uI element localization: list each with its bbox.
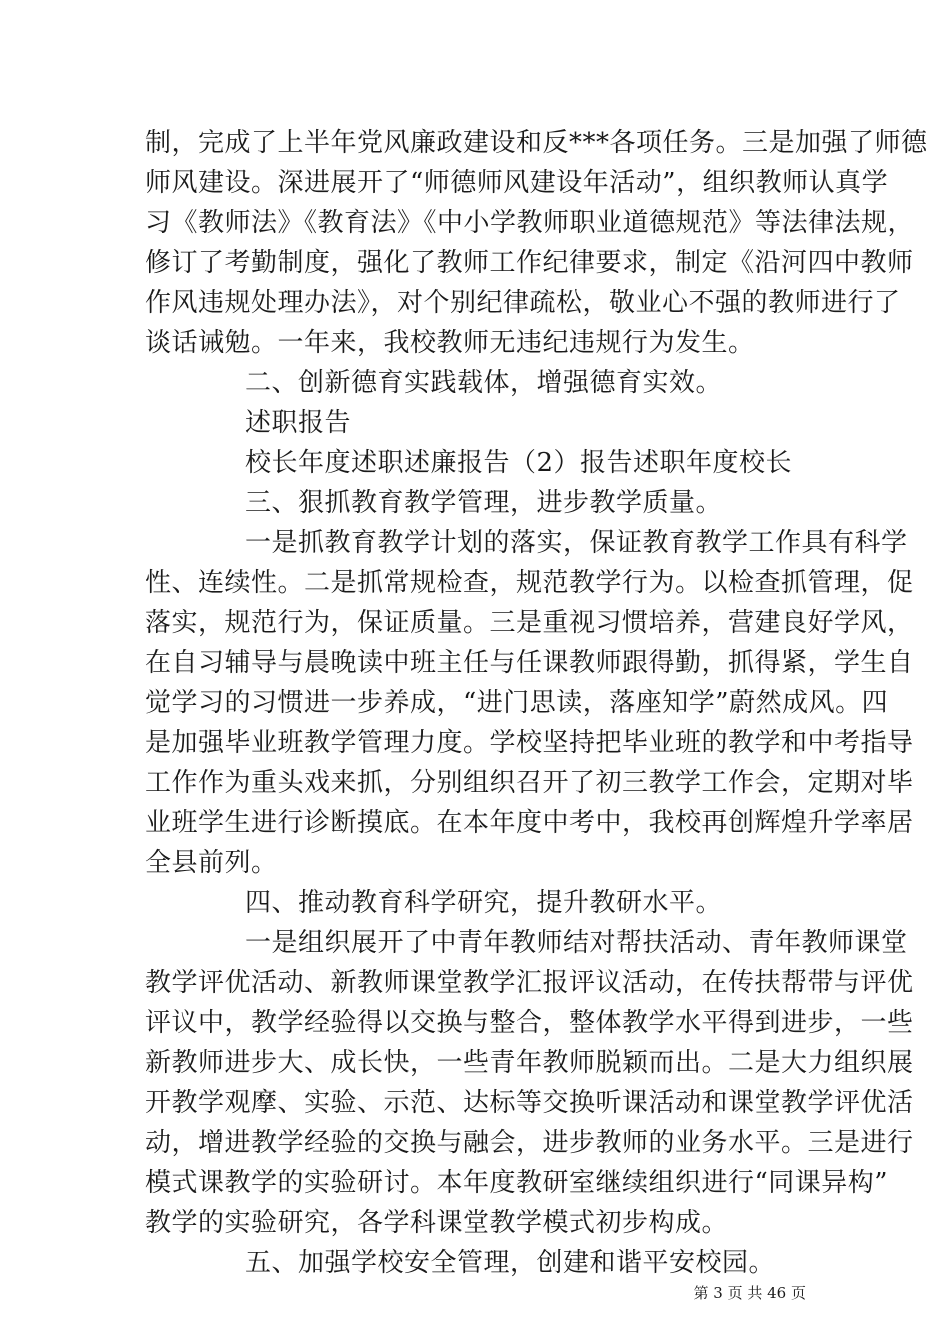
body-text-line: 业班学生进行诊断摸底。在本年度中考中，我校再创辉煌升学率居 bbox=[145, 808, 914, 838]
body-text-line: 评议中，教学经验得以交换与整合，整体教学水平得到进步，一些 bbox=[145, 1008, 914, 1038]
body-text-line: 性、连续性。二是抓常规检查，规范教学行为。以检查抓管理，促 bbox=[145, 568, 914, 598]
body-text-line: 教学的实验研究，各学科课堂教学模式初步构成。 bbox=[145, 1208, 729, 1238]
body-text-line: 模式课教学的实验研讨。本年度教研室继续组织进行“同课异构” bbox=[145, 1168, 889, 1198]
body-text-line: 是加强毕业班教学管理力度。学校坚持把毕业班的教学和中考指导 bbox=[145, 728, 914, 758]
body-text-line: 新教师进步大、成长快，一些青年教师脱颖而出。二是大力组织展 bbox=[145, 1048, 914, 1078]
body-text-line: 习《教师法》《教育法》《中小学教师职业道德规范》等法律法规， bbox=[145, 208, 915, 238]
paragraph-first-line: 一是抓教育教学计划的落实，保证教育教学工作具有科学 bbox=[245, 528, 908, 558]
body-text-line: 修订了考勤制度，强化了教师工作纪律要求，制定《沿河四中教师 bbox=[145, 248, 914, 278]
body-text-line: 师风建设。深进展开了“师德师风建设年活动”，组织教师认真学 bbox=[145, 168, 889, 198]
inline-label: 述职报告 bbox=[245, 408, 352, 438]
body-text-line: 觉学习的习惯进一步养成，“进门思读，落座知学”蔚然成风。四 bbox=[145, 688, 889, 718]
body-text-line: 在自习辅导与晨晚读中班主任与任课教师跟得勤，抓得紧，学生自 bbox=[145, 648, 914, 678]
body-text-line: 制，完成了上半年党风廉政建设和反***各项任务。三是加强了师德 bbox=[145, 128, 928, 158]
section-heading: 二、创新德育实践载体，增强德育实效。 bbox=[245, 368, 723, 398]
body-text-line: 作风违规处理办法》，对个别纪律疏松，敬业心不强的教师进行了 bbox=[145, 288, 901, 318]
body-text-line: 谈话诫勉。一年来，我校教师无违纪违规行为发生。 bbox=[145, 328, 755, 358]
body-text-line: 工作作为重头戏来抓，分别组织召开了初三教学工作会，定期对毕 bbox=[145, 768, 914, 798]
inline-title: 校长年度述职述廉报告（2）报告述职年度校长 bbox=[245, 448, 793, 478]
body-text-line: 全县前列。 bbox=[145, 848, 278, 878]
section-heading: 四、推动教育科学研究，提升教研水平。 bbox=[245, 888, 723, 918]
body-text-line: 落实，规范行为，保证质量。三是重视习惯培养，营建良好学风， bbox=[145, 608, 914, 638]
section-heading: 三、狠抓教育教学管理，进步教学质量。 bbox=[245, 488, 723, 518]
page-number: 第 3 页 共 46 页 bbox=[693, 1284, 806, 1302]
body-text-line: 开教学观摩、实验、示范、达标等交换听课活动和课堂教学评优活 bbox=[145, 1088, 914, 1118]
body-text-line: 教学评优活动、新教师课堂教学汇报评议活动，在传扶帮带与评优 bbox=[145, 968, 914, 998]
paragraph-first-line: 一是组织展开了中青年教师结对帮扶活动、青年教师课堂 bbox=[245, 928, 908, 958]
body-text-line: 动，增进教学经验的交换与融会，进步教师的业务水平。三是进行 bbox=[145, 1128, 914, 1158]
section-heading: 五、加强学校安全管理，创建和谐平安校园。 bbox=[245, 1248, 776, 1278]
